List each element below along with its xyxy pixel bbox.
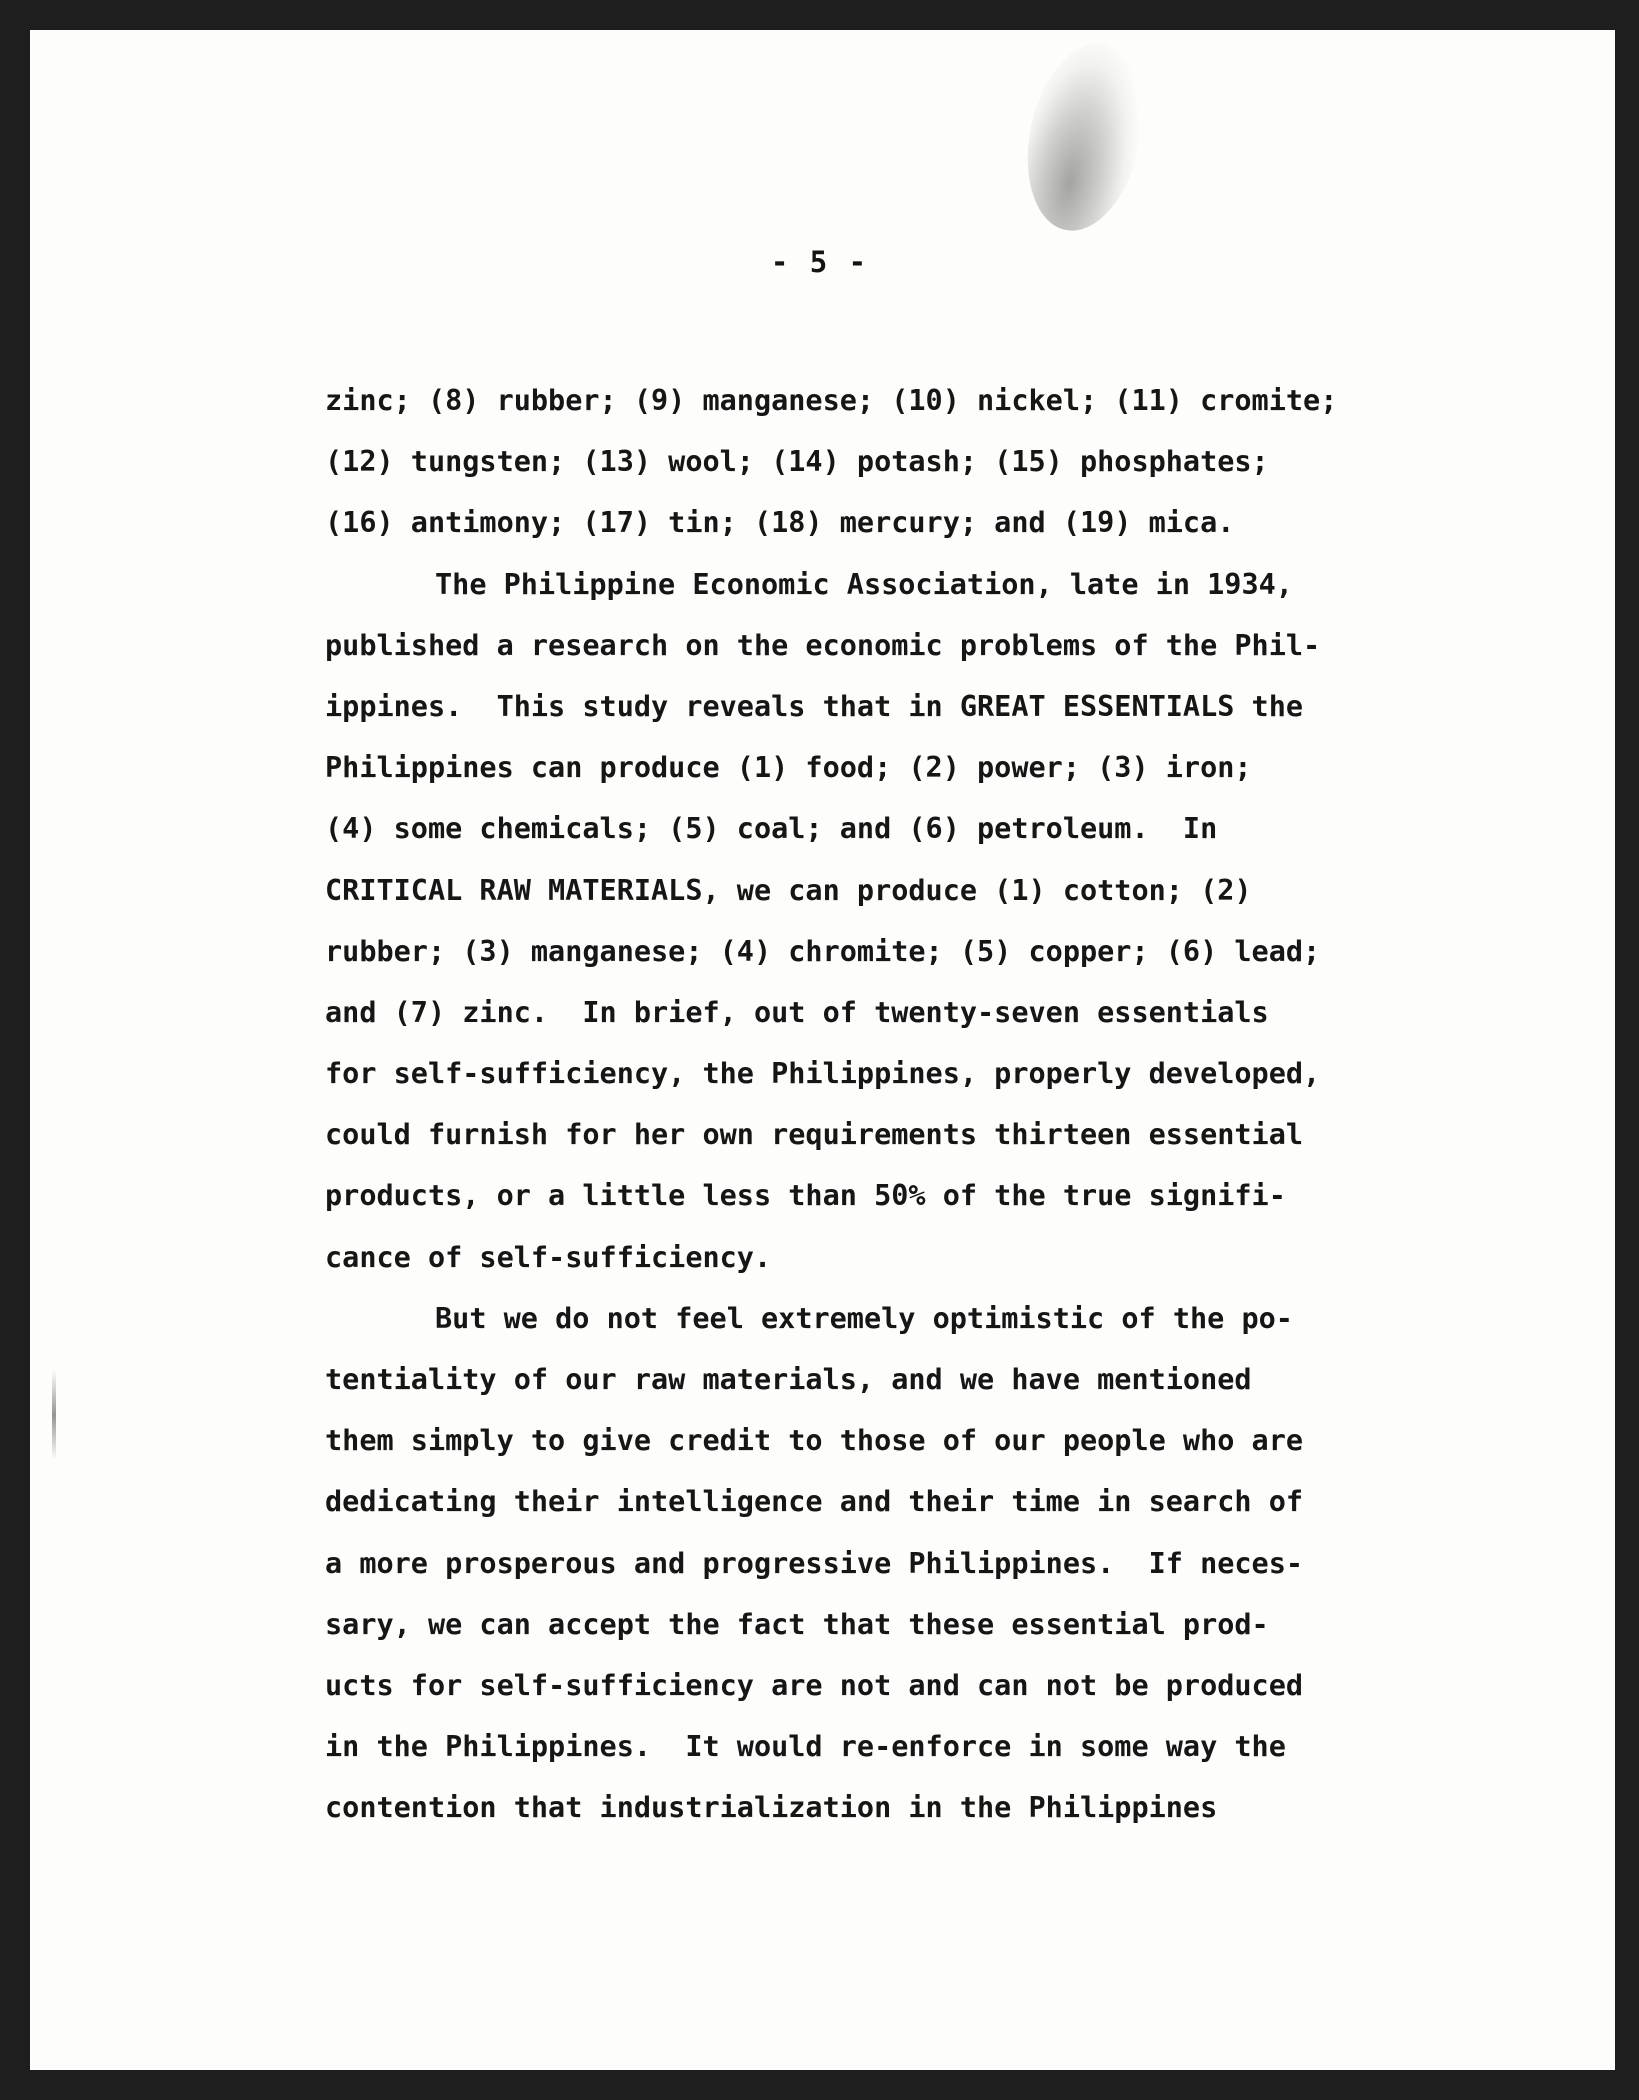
paragraph-start-line: The Philippine Economic Association, late in 1934,: [435, 567, 1293, 601]
text-line: and (7) zinc. In brief, out of twenty-seven essentials: [325, 995, 1269, 1029]
text-line: ippines. This study reveals that in GREAT ESSENTIALS the: [325, 689, 1304, 723]
ink-smudge: [1011, 33, 1158, 242]
text-line: rubber; (3) manganese; (4) chromite; (5) copper; (6) lead;: [325, 934, 1321, 968]
text-line: in the Philippines. It would re-enforce in some way the: [325, 1730, 1286, 1764]
text-line: them simply to give credit to those of our people who are: [325, 1424, 1304, 1458]
text-line: cance of self-sufficiency.: [325, 1240, 772, 1274]
text-line: Philippines can produce (1) food; (2) power; (3) iron;: [325, 751, 1252, 785]
edge-mark: [52, 1370, 56, 1460]
text-line: products, or a little less than 50% of the true signifi-: [325, 1179, 1286, 1213]
text-line: could furnish for her own requirements thirteen essential: [325, 1118, 1304, 1152]
page-number: - 5 -: [770, 245, 869, 279]
text-line: (16) antimony; (17) tin; (18) mercury; and (19) mica.: [325, 506, 1235, 540]
text-line: sary, we can accept the fact that these essential prod-: [325, 1607, 1269, 1641]
text-line: tentiality of our raw materials, and we have mentioned: [325, 1363, 1252, 1396]
text-line: ucts for self-sufficiency are not and can not be produced: [325, 1668, 1304, 1702]
text-line: CRITICAL RAW MATERIALS, we can produce (1) cotton; (2): [325, 873, 1252, 907]
body-text: [325, 370, 1445, 1839]
paragraph-start-line: But we do not feel extremely optimistic of the po-: [435, 1301, 1293, 1335]
text-line: contention that industrialization in the Philippines: [325, 1791, 1218, 1825]
text-line: dedicating their intelligence and their time in search of: [325, 1485, 1304, 1519]
text-line: for self-sufficiency, the Philippines, properly developed,: [325, 1057, 1321, 1091]
text-line: published a research on the economic problems of the Phil-: [325, 628, 1321, 662]
text-line: zinc; (8) rubber; (9) manganese; (10) nickel; (11) cromite;: [325, 384, 1338, 417]
text-line: (12) tungsten; (13) wool; (14) potash; (15) phosphates;: [325, 445, 1269, 479]
text-line: (4) some chemicals; (5) coal; and (6) petroleum. In: [325, 812, 1218, 846]
text-line: a more prosperous and progressive Philippines. If neces-: [325, 1546, 1304, 1580]
